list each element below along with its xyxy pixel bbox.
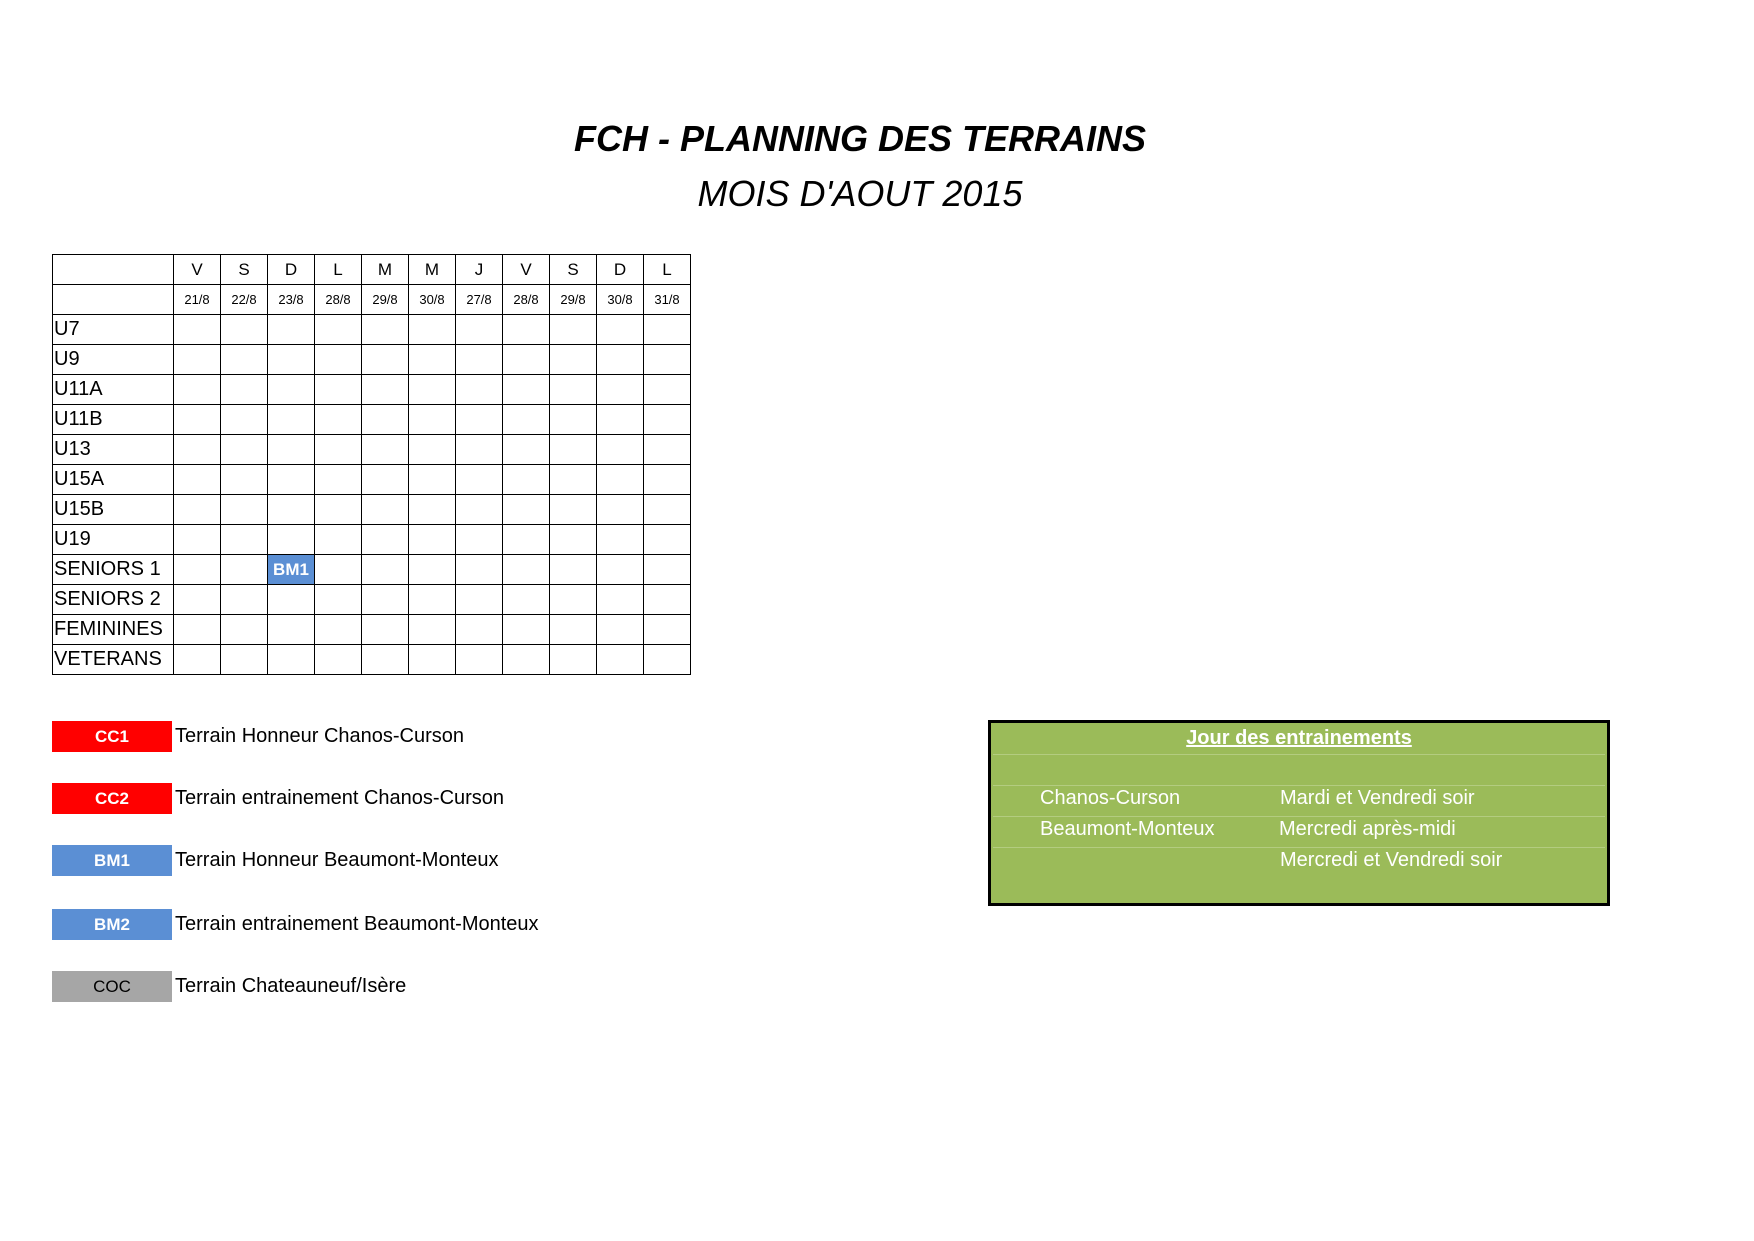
planning-cell[interactable]	[409, 435, 456, 465]
team-name: U7	[53, 315, 174, 345]
legend-code-swatch: CC1	[52, 721, 172, 752]
planning-cell[interactable]	[409, 645, 456, 675]
planning-cell[interactable]	[550, 555, 597, 585]
team-row	[53, 615, 691, 645]
planning-cell[interactable]	[221, 645, 268, 675]
planning-cell[interactable]	[221, 375, 268, 405]
planning-cell[interactable]	[221, 405, 268, 435]
corner-cell	[53, 255, 174, 285]
planning-cell[interactable]	[550, 615, 597, 645]
planning-cell[interactable]	[315, 615, 362, 645]
day-date: 29/8	[550, 285, 597, 315]
divider	[993, 785, 1605, 786]
day-date: 22/8	[221, 285, 268, 315]
planning-cell[interactable]	[221, 615, 268, 645]
planning-cell[interactable]	[409, 525, 456, 555]
training-days-box	[988, 720, 1610, 906]
planning-cell[interactable]	[456, 405, 503, 435]
planning-cell[interactable]	[409, 615, 456, 645]
team-row	[53, 345, 691, 375]
training-place: Beaumont-Monteux	[1040, 818, 1215, 840]
planning-cell[interactable]	[362, 405, 409, 435]
day-letter: L	[644, 255, 691, 285]
planning-cell[interactable]	[174, 555, 221, 585]
planning-cell[interactable]	[315, 345, 362, 375]
planning-cell[interactable]	[362, 645, 409, 675]
planning-cell[interactable]	[409, 585, 456, 615]
planning-cell[interactable]	[503, 375, 550, 405]
planning-cell[interactable]	[550, 375, 597, 405]
planning-cell[interactable]	[221, 495, 268, 525]
planning-cell[interactable]	[644, 465, 691, 495]
planning-cell[interactable]	[409, 345, 456, 375]
planning-cell[interactable]	[221, 465, 268, 495]
planning-cell[interactable]	[221, 585, 268, 615]
planning-cell[interactable]	[315, 585, 362, 615]
planning-cell[interactable]	[550, 435, 597, 465]
planning-cell[interactable]: BM1	[268, 555, 315, 585]
planning-cell[interactable]	[315, 555, 362, 585]
divider	[993, 816, 1605, 817]
planning-cell[interactable]	[268, 435, 315, 465]
day-letter-row	[53, 255, 691, 285]
planning-cell[interactable]	[597, 375, 644, 405]
team-name: VETERANS	[53, 645, 174, 675]
team-row	[53, 585, 691, 615]
planning-cell[interactable]	[503, 465, 550, 495]
legend-label: Terrain entrainement Chanos-Curson	[175, 787, 505, 809]
team-name: SENIORS 1	[53, 555, 174, 585]
planning-cell[interactable]	[503, 405, 550, 435]
day-date: 28/8	[503, 285, 550, 315]
planning-table	[52, 254, 691, 675]
team-row	[53, 465, 691, 495]
planning-cell[interactable]	[503, 615, 550, 645]
team-row	[53, 495, 691, 525]
planning-cell[interactable]	[174, 345, 221, 375]
planning-cell[interactable]	[221, 555, 268, 585]
planning-cell[interactable]	[550, 495, 597, 525]
planning-cell[interactable]	[315, 435, 362, 465]
planning-cell[interactable]	[597, 585, 644, 615]
planning-cell[interactable]	[268, 585, 315, 615]
team-name: SENIORS 2	[53, 585, 174, 615]
planning-cell[interactable]	[409, 405, 456, 435]
team-row	[53, 525, 691, 555]
legend-item	[52, 844, 499, 877]
day-date: 21/8	[174, 285, 221, 315]
planning-cell[interactable]	[644, 405, 691, 435]
planning-cell[interactable]	[456, 555, 503, 585]
day-date: 23/8	[268, 285, 315, 315]
planning-cell[interactable]	[315, 375, 362, 405]
planning-cell[interactable]	[362, 465, 409, 495]
planning-cell[interactable]	[362, 315, 409, 345]
planning-cell[interactable]	[644, 615, 691, 645]
planning-cell[interactable]	[644, 375, 691, 405]
planning-cell[interactable]	[597, 645, 644, 675]
planning-cell[interactable]	[409, 465, 456, 495]
planning-cell[interactable]	[503, 555, 550, 585]
page-title: FCH - PLANNING DES TERRAINS	[573, 118, 1146, 159]
planning-cell[interactable]	[221, 525, 268, 555]
divider	[993, 754, 1605, 755]
team-row	[53, 405, 691, 435]
planning-cell[interactable]	[456, 435, 503, 465]
planning-cell[interactable]	[597, 525, 644, 555]
planning-cell[interactable]	[409, 315, 456, 345]
day-date: 28/8	[315, 285, 362, 315]
planning-cell[interactable]	[456, 615, 503, 645]
planning-cell[interactable]	[315, 405, 362, 435]
planning-cell[interactable]	[362, 345, 409, 375]
divider	[993, 847, 1605, 848]
legend-label: Terrain entrainement Beaumont-Monteux	[175, 913, 539, 935]
planning-cell[interactable]	[550, 465, 597, 495]
legend-code-swatch: BM1	[52, 845, 172, 876]
planning-cell[interactable]	[268, 645, 315, 675]
planning-cell[interactable]	[597, 555, 644, 585]
planning-cell[interactable]	[174, 585, 221, 615]
day-letter: D	[597, 255, 644, 285]
day-date: 29/8	[362, 285, 409, 315]
legend-code-swatch: BM2	[52, 909, 172, 940]
planning-cell[interactable]	[268, 465, 315, 495]
planning-cell[interactable]	[597, 435, 644, 465]
corner-cell	[53, 285, 174, 315]
planning-cell[interactable]	[315, 645, 362, 675]
planning-cell[interactable]	[315, 315, 362, 345]
legend-item	[52, 782, 504, 815]
planning-cell[interactable]	[550, 345, 597, 375]
day-letter: M	[362, 255, 409, 285]
planning-cell[interactable]	[503, 645, 550, 675]
planning-cell[interactable]	[456, 645, 503, 675]
planning-cell[interactable]	[597, 345, 644, 375]
team-name: U13	[53, 435, 174, 465]
team-name: U11B	[53, 405, 174, 435]
day-letter: V	[503, 255, 550, 285]
planning-cell[interactable]	[503, 315, 550, 345]
planning-cell[interactable]	[644, 345, 691, 375]
planning-cell[interactable]	[268, 525, 315, 555]
planning-cell[interactable]	[221, 435, 268, 465]
planning-cell[interactable]	[362, 585, 409, 615]
planning-cell[interactable]	[268, 315, 315, 345]
planning-cell[interactable]	[503, 435, 550, 465]
planning-cell[interactable]	[456, 465, 503, 495]
planning-cell[interactable]	[174, 465, 221, 495]
planning-cell[interactable]	[597, 465, 644, 495]
day-letter: L	[315, 255, 362, 285]
training-days-title: Jour des entrainements	[1186, 727, 1412, 749]
team-row	[53, 435, 691, 465]
team-row	[53, 645, 691, 675]
planning-cell[interactable]	[644, 555, 691, 585]
planning-cell[interactable]	[503, 345, 550, 375]
planning-cell[interactable]	[644, 585, 691, 615]
planning-cell[interactable]	[456, 315, 503, 345]
day-letter: S	[550, 255, 597, 285]
planning-cell[interactable]	[550, 585, 597, 615]
team-row	[53, 315, 691, 345]
planning-cell[interactable]	[456, 345, 503, 375]
planning-cell[interactable]	[174, 405, 221, 435]
training-schedule: Mercredi après-midi	[1279, 818, 1456, 840]
planning-cell[interactable]	[315, 525, 362, 555]
planning-cell[interactable]	[362, 375, 409, 405]
planning-cell[interactable]	[644, 525, 691, 555]
legend-item	[52, 720, 464, 753]
planning-cell[interactable]	[503, 525, 550, 555]
planning-cell[interactable]	[550, 525, 597, 555]
planning-cell[interactable]	[174, 435, 221, 465]
planning-cell[interactable]	[550, 405, 597, 435]
planning-cell[interactable]	[268, 495, 315, 525]
planning-cell[interactable]	[597, 495, 644, 525]
page-subtitle: MOIS D'AOUT 2015	[697, 173, 1023, 214]
day-date: 31/8	[644, 285, 691, 315]
planning-cell[interactable]	[221, 315, 268, 345]
planning-cell[interactable]	[456, 585, 503, 615]
planning-cell[interactable]	[362, 525, 409, 555]
planning-cell[interactable]	[409, 555, 456, 585]
planning-cell[interactable]	[362, 615, 409, 645]
day-letter: V	[174, 255, 221, 285]
legend-code-swatch: CC2	[52, 783, 172, 814]
planning-cell[interactable]	[456, 525, 503, 555]
planning-cell[interactable]	[268, 615, 315, 645]
day-date: 27/8	[456, 285, 503, 315]
planning-cell[interactable]	[174, 495, 221, 525]
legend-code-swatch: COC	[52, 971, 172, 1002]
training-schedule: Mercredi et Vendredi soir	[1280, 849, 1503, 871]
team-name: U15A	[53, 465, 174, 495]
team-name: U9	[53, 345, 174, 375]
team-name: U15B	[53, 495, 174, 525]
planning-cell[interactable]	[409, 375, 456, 405]
planning-cell[interactable]	[644, 315, 691, 345]
planning-cell[interactable]	[268, 345, 315, 375]
planning-cell[interactable]	[503, 495, 550, 525]
planning-cell[interactable]	[503, 585, 550, 615]
team-name: U19	[53, 525, 174, 555]
training-schedule: Mardi et Vendredi soir	[1280, 787, 1475, 809]
planning-cell[interactable]	[597, 315, 644, 345]
planning-cell[interactable]	[362, 495, 409, 525]
day-date-row	[53, 285, 691, 315]
planning-cell[interactable]	[174, 315, 221, 345]
day-date: 30/8	[409, 285, 456, 315]
legend-label: Terrain Chateauneuf/Isère	[175, 975, 407, 997]
planning-cell[interactable]	[550, 645, 597, 675]
planning-cell[interactable]	[268, 405, 315, 435]
day-letter: J	[456, 255, 503, 285]
planning-cell[interactable]	[550, 315, 597, 345]
planning-cell[interactable]	[174, 375, 221, 405]
day-letter: S	[221, 255, 268, 285]
legend-label: Terrain Honneur Chanos-Curson	[175, 725, 465, 747]
planning-cell[interactable]	[362, 555, 409, 585]
team-name: FEMININES	[53, 615, 174, 645]
planning-cell[interactable]	[456, 495, 503, 525]
planning-cell[interactable]	[409, 495, 456, 525]
team-row	[53, 555, 691, 585]
day-letter: D	[268, 255, 315, 285]
day-letter: M	[409, 255, 456, 285]
planning-cell[interactable]	[644, 495, 691, 525]
planning-cell[interactable]	[644, 645, 691, 675]
legend-item	[52, 970, 406, 1003]
planning-cell[interactable]	[597, 405, 644, 435]
training-place: Chanos-Curson	[1040, 787, 1181, 809]
planning-cell[interactable]	[174, 615, 221, 645]
legend-label: Terrain Honneur Beaumont-Monteux	[175, 849, 499, 871]
team-name: U11A	[53, 375, 174, 405]
planning-cell[interactable]	[315, 495, 362, 525]
planning-cell[interactable]	[644, 435, 691, 465]
planning-cell[interactable]	[315, 465, 362, 495]
planning-cell[interactable]	[456, 375, 503, 405]
planning-cell[interactable]	[362, 435, 409, 465]
team-row	[53, 375, 691, 405]
planning-cell[interactable]	[174, 645, 221, 675]
day-date: 30/8	[597, 285, 644, 315]
planning-cell[interactable]	[597, 615, 644, 645]
planning-cell[interactable]	[221, 345, 268, 375]
planning-cell[interactable]	[174, 525, 221, 555]
legend-item	[52, 908, 539, 941]
planning-cell[interactable]	[268, 375, 315, 405]
